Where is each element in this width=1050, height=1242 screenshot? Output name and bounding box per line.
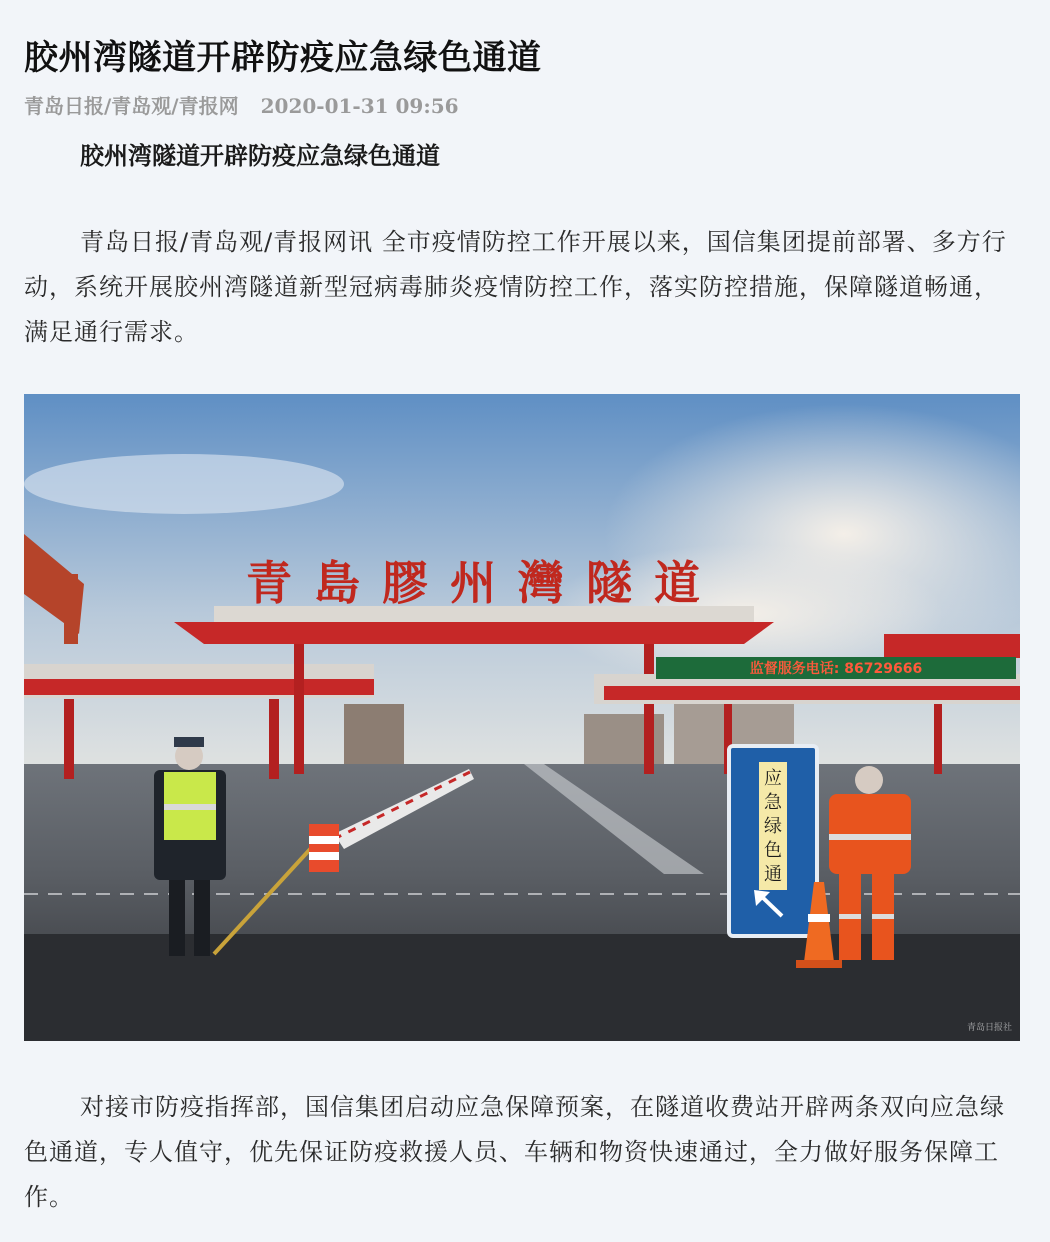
article-paragraph-1: 青岛日报/青岛观/青报网讯 全市疫情防控工作开展以来，国信集团提前部署、多方行动，系统开展胶州湾隧道新型冠病毒肺炎疫情防控工作，落实防控措施，保障隧道畅通，满足通行需求。 [24,228,1007,346]
article-photo[interactable] [24,394,1020,1041]
hotline-sign-text: 监督服务电话: 86729666 [749,661,923,677]
svg-text:应: 应 [764,768,782,789]
svg-text:通: 通 [764,864,782,885]
svg-text:色: 色 [764,840,782,861]
article-source[interactable]: 青岛日报/青岛观/青报网 [24,94,239,118]
lane-sign [729,746,817,936]
article-date: 2020-01-31 09:56 [260,94,459,118]
svg-text:急: 急 [764,792,782,813]
toll-station-photo [24,394,1020,1041]
photo-watermark: 青岛日报社 [966,1023,1012,1033]
article-paragraph-2: 对接市防疫指挥部，国信集团启动应急保障预案，在隧道收费站开辟两条双向应急绿色通道，专人值守，优先保证防疫救援人员、车辆和物资快速通过，全力做好服务保障工作。 [24,1093,1005,1211]
article-meta [24,90,459,119]
article-title: 胶州湾隧道开辟防疫应急绿色通道 [24,38,542,78]
article-subtitle: 胶州湾隧道开辟防疫应急绿色通道 [80,142,440,170]
gate-sign-text: 青島膠州灣隧道 [246,556,722,610]
svg-text:绿: 绿 [764,816,782,837]
